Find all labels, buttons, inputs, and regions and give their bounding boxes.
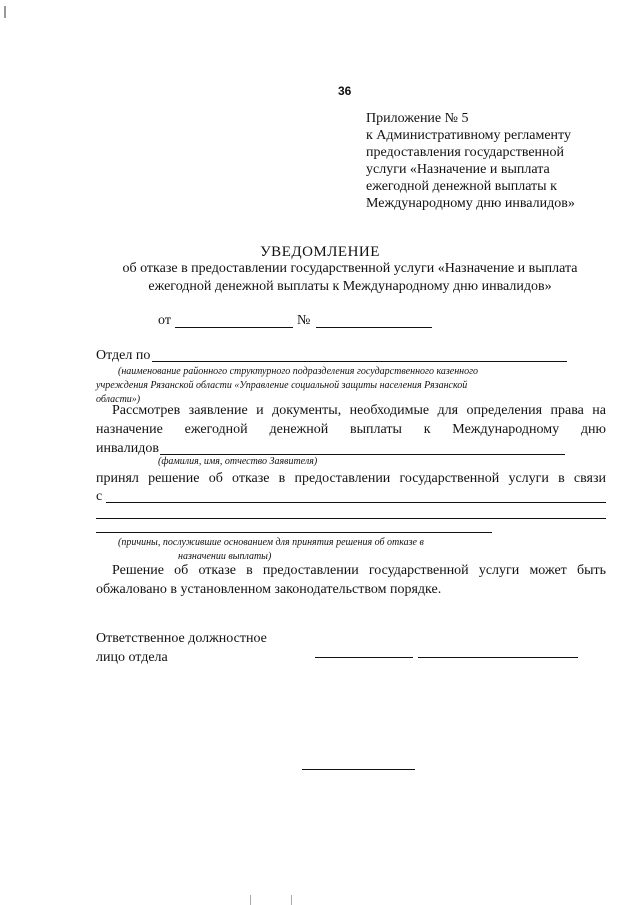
from-label: от xyxy=(158,313,171,328)
appendix-line: ежегодной денежной выплаты к xyxy=(366,179,557,194)
subtitle-line: об отказе в предоставлении государственной услуги «Назначение и выплата xyxy=(122,261,578,276)
department-label: Отдел по xyxy=(96,348,151,363)
body-line: назначение ежегодной денежной выплаты к Международному дню xyxy=(96,422,606,437)
name-line xyxy=(418,657,578,658)
department-note-line: (наименование районного структурного подразделения государственного казенного xyxy=(118,366,479,377)
document-title: УВЕДОМЛЕНИЕ xyxy=(260,244,380,260)
reasons-note-line: (причины, послужившие основанием для принятия решения об отказе в xyxy=(118,537,424,548)
appeal-line: Решение об отказе в предоставлении государственной услуги может быть xyxy=(112,563,606,578)
appeal-line: обжаловано в установленном законодательством порядке. xyxy=(96,582,442,597)
signature-line xyxy=(315,657,413,658)
date-field-line xyxy=(175,327,293,328)
official-line: Ответственное должностное xyxy=(96,631,267,646)
decision-line: с xyxy=(96,489,103,504)
decision-line: принял решение об отказе в предоставлении государственной услуги в связи xyxy=(96,471,606,486)
official-line: лицо отдела xyxy=(96,650,168,665)
scan-bottom-marks xyxy=(250,895,292,905)
number-field-line xyxy=(316,327,432,328)
reason-field-line xyxy=(96,532,492,533)
appendix-header xyxy=(366,110,626,212)
number-label: № xyxy=(297,313,311,328)
body-line: Рассмотрев заявление и документы, необходимые для определения права на xyxy=(112,403,606,418)
appendix-line: Международному дню инвалидов» xyxy=(366,196,575,211)
body-line: инвалидов xyxy=(96,441,159,456)
page-number: 36 xyxy=(338,84,352,98)
department-note-line: области») xyxy=(96,394,141,405)
department-field-line xyxy=(152,361,567,362)
appendix-line: Приложение № 5 xyxy=(366,111,469,126)
applicant-note: (фамилия, имя, отчество Заявителя) xyxy=(158,456,318,467)
appendix-line: услуги «Назначение и выплата xyxy=(366,162,550,177)
closing-separator xyxy=(302,769,415,770)
document-subtitle xyxy=(100,260,600,296)
appendix-line: к Административному регламенту xyxy=(366,128,571,143)
reason-field-line xyxy=(106,502,606,503)
applicant-field-line xyxy=(160,454,565,455)
subtitle-line: ежегодной денежной выплаты к Международному дню инвалидов» xyxy=(148,279,552,294)
reasons-note-line: назначении выплаты) xyxy=(178,551,272,562)
department-note-line: учреждения Рязанской области «Управление социальной защиты населения Рязанской xyxy=(96,380,468,391)
scan-edge-mark xyxy=(4,6,6,18)
reason-field-line xyxy=(96,518,606,519)
appendix-line: предоставления государственной xyxy=(366,145,565,160)
